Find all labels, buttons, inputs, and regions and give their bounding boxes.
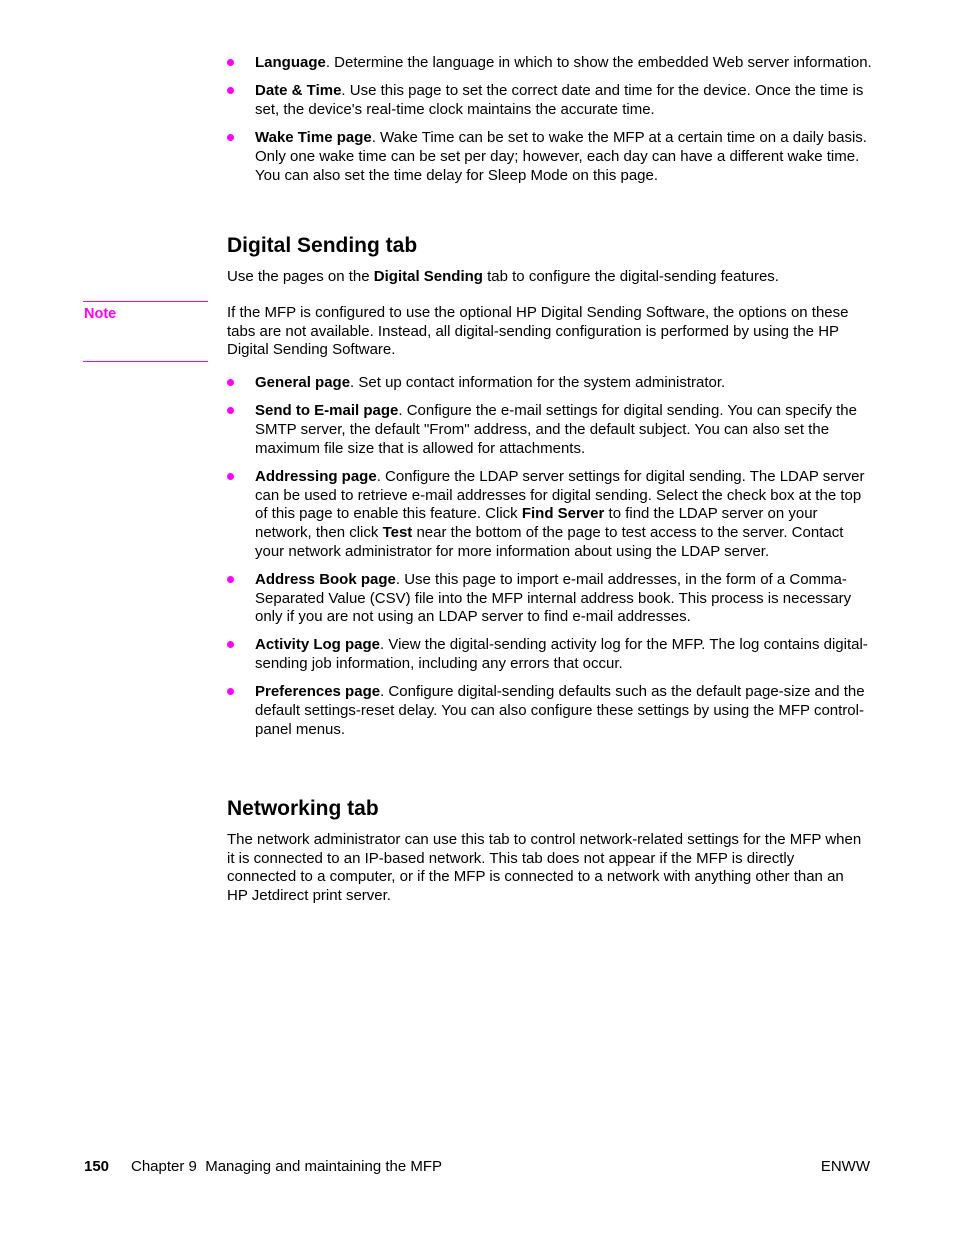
item-lead: Wake Time page bbox=[255, 129, 372, 147]
item-text: . Determine the language in which to show the embedded Web server information. bbox=[325, 54, 872, 71]
item-text: to find the LDAP server on your network, then click bbox=[255, 505, 818, 541]
item-text: . Set up contact information for the system administrator. bbox=[350, 374, 726, 391]
intro-text-before: Use the pages on the bbox=[227, 268, 374, 285]
note-top-rule bbox=[83, 301, 208, 302]
bullet-icon bbox=[227, 59, 234, 66]
networking-heading: Networking tab bbox=[227, 797, 379, 820]
item-lead: Preferences page bbox=[255, 683, 381, 701]
list-item bbox=[227, 571, 875, 627]
item-bold-test: Test bbox=[382, 523, 413, 541]
bullet-icon bbox=[227, 407, 234, 414]
item-bold-find-server: Find Server bbox=[521, 505, 605, 523]
list-item bbox=[227, 82, 875, 119]
bullet-icon bbox=[227, 688, 234, 695]
digital-sending-list bbox=[227, 374, 875, 749]
list-item bbox=[227, 374, 875, 393]
digital-sending-intro bbox=[227, 268, 867, 287]
item-lead: Addressing page bbox=[255, 467, 377, 485]
list-item bbox=[227, 129, 875, 185]
list-item bbox=[227, 402, 875, 458]
item-text: . Configure the e-mail settings for digital sending. You can specify the SMTP server, the default "From" address, and the default subject. You can also set the maximum file size that is allowed for attachments. bbox=[255, 402, 857, 457]
item-lead: General page bbox=[255, 374, 351, 391]
note-text: If the MFP is configured to use the optional HP Digital Sending Software, the options on these tabs are not available. Instead, all digital-sending configuration is performed by using the HP Digital Sending Software. bbox=[227, 304, 849, 359]
item-lead: Language bbox=[255, 54, 326, 71]
top-bullet-list bbox=[227, 54, 875, 195]
item-text: . View the digital-sending activity log for the MFP. The log contains digital-sending job information, including any errors that occur. bbox=[255, 636, 868, 673]
list-item bbox=[227, 636, 875, 673]
list-item bbox=[227, 683, 875, 739]
bullet-icon bbox=[227, 473, 234, 480]
item-text: . Configure the LDAP server settings for digital sending. The LDAP server can be used to retrieve e-mail addresses for digital sending. Select the check box at the top of this page to enable this feature. Click bbox=[255, 467, 865, 523]
item-text: . Use this page to import e-mail addresses, in the form of a Comma-Separated Value (CSV) file into the MFP internal address book. This process is necessary only if you are not using an LDAP server to find e-mail addresses. bbox=[255, 570, 852, 626]
intro-text-after: tab to configure the digital-sending features. bbox=[482, 268, 779, 285]
item-text: . Use this page to set the correct date and time for the device. Once the time is set, the device's real-time clock maintains the accurate time. bbox=[255, 82, 864, 118]
intro-bold: Digital Sending bbox=[373, 268, 483, 285]
item-text: near the bottom of the page to test access to the server. Contact your network administrator for more information about using the LDAP server. bbox=[255, 523, 844, 560]
bullet-icon bbox=[227, 379, 234, 386]
networking-text: The network administrator can use this tab to control network-related settings for the MFP when it is connected to an IP-based network. This tab does not appear if the MFP is directly connected to a computer, or if the MFP is connected to a network with anything other than an HP Jetdirect print server. bbox=[227, 831, 862, 905]
footer-page-number: 150 bbox=[84, 1158, 110, 1175]
note-label: Note bbox=[84, 306, 117, 322]
item-lead: Activity Log page bbox=[255, 636, 381, 654]
note-bottom-rule bbox=[83, 361, 208, 362]
list-item bbox=[227, 54, 875, 73]
item-lead: Date & Time bbox=[255, 82, 342, 100]
item-text: . Wake Time can be set to wake the MFP at a certain time on a daily basis. Only one wake time can be set per day; however, each day can have a different wake time. You can also set the time delay for Sleep Mode on this page. bbox=[255, 129, 867, 184]
bullet-icon bbox=[227, 576, 234, 583]
footer-chapter: Chapter 9 Managing and maintaining the MFP bbox=[131, 1158, 443, 1175]
bullet-icon bbox=[227, 87, 234, 94]
digital-sending-heading: Digital Sending tab bbox=[227, 234, 418, 257]
footer-right: ENWW bbox=[820, 1158, 870, 1175]
bullet-icon bbox=[227, 641, 234, 648]
item-lead: Address Book page bbox=[255, 570, 396, 588]
item-lead: Send to E-mail page bbox=[255, 402, 399, 420]
bullet-icon bbox=[227, 134, 234, 141]
item-text: . Configure digital-sending defaults such as the default page-size and the default settings-reset delay. You can also configure these settings by using the MFP control-panel menus. bbox=[255, 683, 865, 738]
list-item bbox=[227, 468, 875, 562]
